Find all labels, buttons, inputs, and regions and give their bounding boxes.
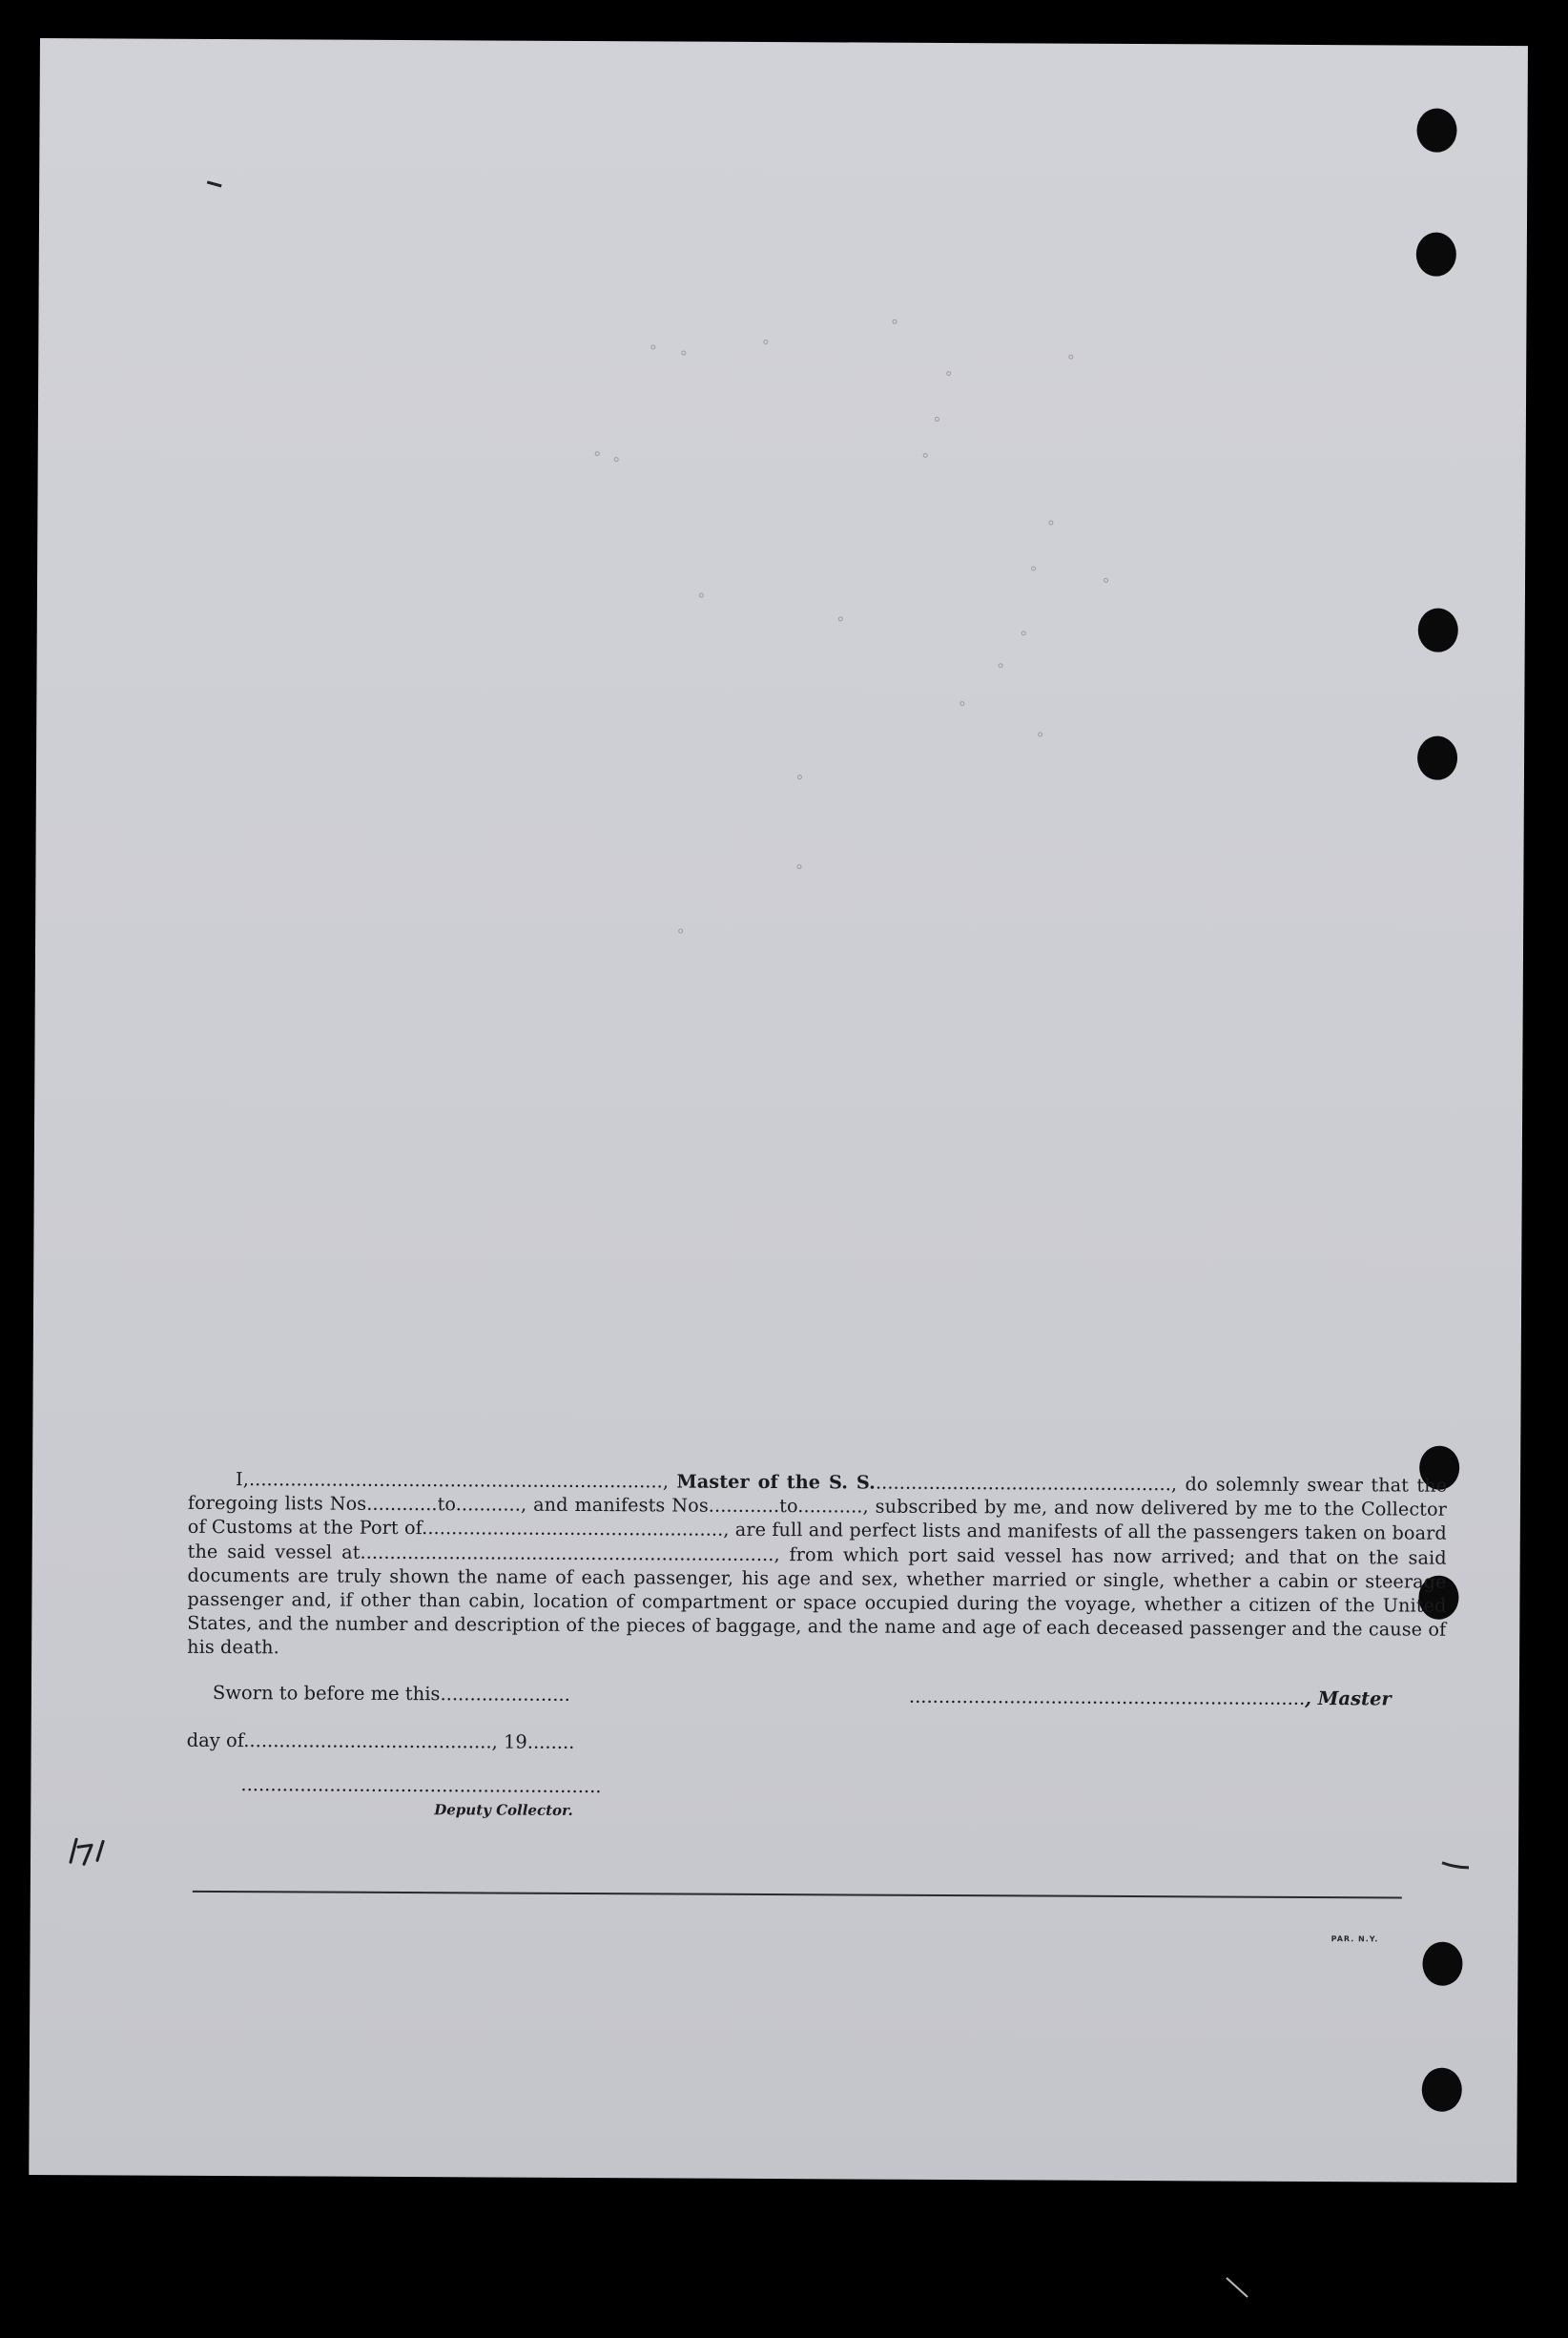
paper-speck — [1038, 732, 1042, 736]
oath-text: to — [437, 1493, 456, 1516]
sworn-date-blank: ...................... — [440, 1683, 570, 1706]
paper-speck — [959, 701, 964, 706]
paper-speck — [935, 417, 939, 422]
printer-imprint: PAR. N.Y. — [1331, 1935, 1379, 1944]
departure-port-blank: ...................................................................... — [360, 1541, 774, 1565]
paper-speck — [595, 451, 600, 456]
stray-mark — [206, 180, 225, 188]
master-signature-blank: ................................................................... — [908, 1685, 1306, 1709]
paper-speck — [678, 929, 683, 934]
oath-text: to — [779, 1495, 798, 1518]
paper-speck — [892, 320, 897, 324]
oath-text: , subscribed by me, and now delivered by me to the Collector of Customs at the Port of — [187, 1495, 1448, 1540]
paper-speck — [763, 340, 768, 344]
punch-hole — [1416, 109, 1456, 153]
port-blank: ................................................... — [422, 1517, 724, 1541]
paper-speck — [1104, 578, 1108, 583]
day-of-line — [187, 1729, 575, 1753]
punch-hole — [1417, 736, 1457, 780]
paper-speck — [923, 453, 928, 458]
punch-hole — [1422, 2068, 1462, 2112]
manifest-from-blank: ............ — [708, 1494, 780, 1518]
paper-speck — [614, 457, 619, 462]
day-of-label: day of — [186, 1728, 244, 1752]
paper-speck — [999, 663, 1003, 668]
year-label: , 19 — [491, 1730, 527, 1753]
oath-paragraph — [187, 1467, 1447, 1666]
paper-speck — [797, 775, 802, 779]
paper-speck — [838, 616, 843, 621]
oath-text: I, — [236, 1468, 250, 1491]
master-label: , Master — [1305, 1686, 1392, 1710]
deputy-signature-blank: ............................................................. — [240, 1773, 602, 1798]
bottom-rule — [193, 1891, 1402, 1899]
master-of-ship-label: Master of the S. S. — [676, 1470, 877, 1494]
stray-mark — [1440, 1860, 1473, 1872]
paper-speck — [699, 593, 704, 598]
manifest-page — [29, 38, 1528, 2183]
paper-speck — [1031, 566, 1036, 570]
oath-text: , from which port said vessel has now arrived; and that on the said documents are truly shown the name of each passenger, his age and sex, whether married or single, whether a cabin or steerage passenger and, if other than cabin, location of compartment or space occupied during the voyage, whether a citizen of the United States, and the number and description of the pieces of baggage, and the name and age of each deceased passenger and the cause of his death. — [187, 1542, 1447, 1659]
oath-text: , and manifests Nos — [520, 1493, 709, 1517]
oath-text: , do solemnly swear that the foregoing lists Nos — [187, 1473, 1448, 1516]
paper-speck — [1068, 355, 1073, 360]
month-blank: .......................................... — [243, 1729, 492, 1753]
paper-speck — [681, 351, 686, 356]
punch-hole — [1422, 1942, 1462, 1986]
manifest-to-blank: ........... — [797, 1495, 863, 1518]
sworn-line — [213, 1682, 570, 1706]
paper-speck — [650, 344, 655, 349]
paper-speck — [946, 371, 951, 376]
stray-mark — [1225, 2276, 1253, 2305]
handwritten-page-number — [65, 1833, 122, 1872]
oath-text: , — [662, 1470, 677, 1493]
punch-hole — [1418, 609, 1458, 652]
oath-text: , are full and perfect lists and manifests of all the passengers taken on board the said vessel at — [187, 1519, 1447, 1563]
paper-speck — [1021, 631, 1026, 635]
ship-name-blank: .................................................. — [875, 1471, 1172, 1496]
master-signature-line — [909, 1686, 1392, 1710]
paper-speck — [796, 864, 801, 869]
sworn-label: Sworn to before me this — [212, 1681, 441, 1706]
paper-speck — [1048, 521, 1053, 526]
punch-hole — [1416, 233, 1456, 277]
master-name-blank: ...................................................................... — [248, 1468, 663, 1493]
list-to-blank: ........... — [455, 1493, 522, 1516]
list-from-blank: ............ — [366, 1493, 438, 1516]
year-blank: ........ — [526, 1730, 575, 1753]
deputy-collector-label: Deputy Collector. — [434, 1801, 573, 1819]
